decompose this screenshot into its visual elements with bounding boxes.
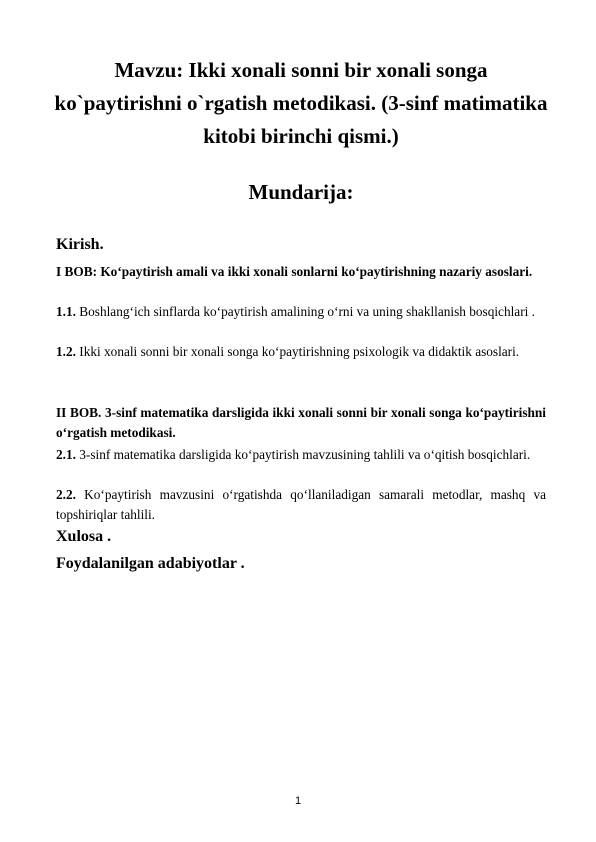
toc-item-conclusion: Xulosa . — [56, 528, 112, 545]
toc-section-text: Ko‘paytirish mavzusini o‘rgatishda qo‘llaniladigan samarali metodlar, mashq va topshiriqlar tahlili. — [56, 487, 546, 522]
toc-item-intro: Kirish. — [56, 236, 104, 253]
page-number: 1 — [294, 795, 302, 807]
toc-section-text: Boshlang‘ich sinflarda ko‘paytirish amalining o‘rni va uning shakllanish bosqichlari . — [75, 304, 535, 319]
document-title: Mavzu: Ikki xonali sonni bir xonali songa ko`paytirishni o`rgatish metodikasi. (3-sinf matimatika kitobi birinchi qismi.) — [54, 58, 548, 148]
toc-section-number: 1.2. — [56, 344, 76, 359]
toc-section-number: 1.1. — [56, 304, 76, 319]
toc-section-1-1 — [56, 302, 546, 322]
toc-section-text: 3-sinf matematika darsligida ko‘paytirish mavzusining tahlili va o‘qitish bosqichlari. — [75, 447, 531, 462]
toc-section-number: 2.1. — [56, 447, 76, 462]
toc-section-number: 2.2. — [56, 487, 76, 502]
toc-chapter-1: I BOB: Ko‘paytirish amali va ikki xonali sonlarni ko‘paytirishning nazariy asoslari. — [56, 264, 533, 279]
toc-section-1-2 — [56, 342, 546, 362]
toc-heading: Mundarija: — [248, 180, 354, 204]
toc-item-references: Foydalanilgan adabiyotlar . — [56, 555, 245, 572]
toc-section-2-1 — [56, 445, 546, 465]
toc-chapter-2: II BOB. 3-sinf matematika darsligida ikki xonali sonni bir xonali songa ko‘paytirishni o‘rgatish metodikasi. — [56, 405, 546, 440]
toc-section-2-2 — [56, 485, 546, 525]
toc-section-text: Ikki xonali sonni bir xonali songa ko‘paytirishning psixologik va didaktik asoslari. — [75, 344, 520, 359]
